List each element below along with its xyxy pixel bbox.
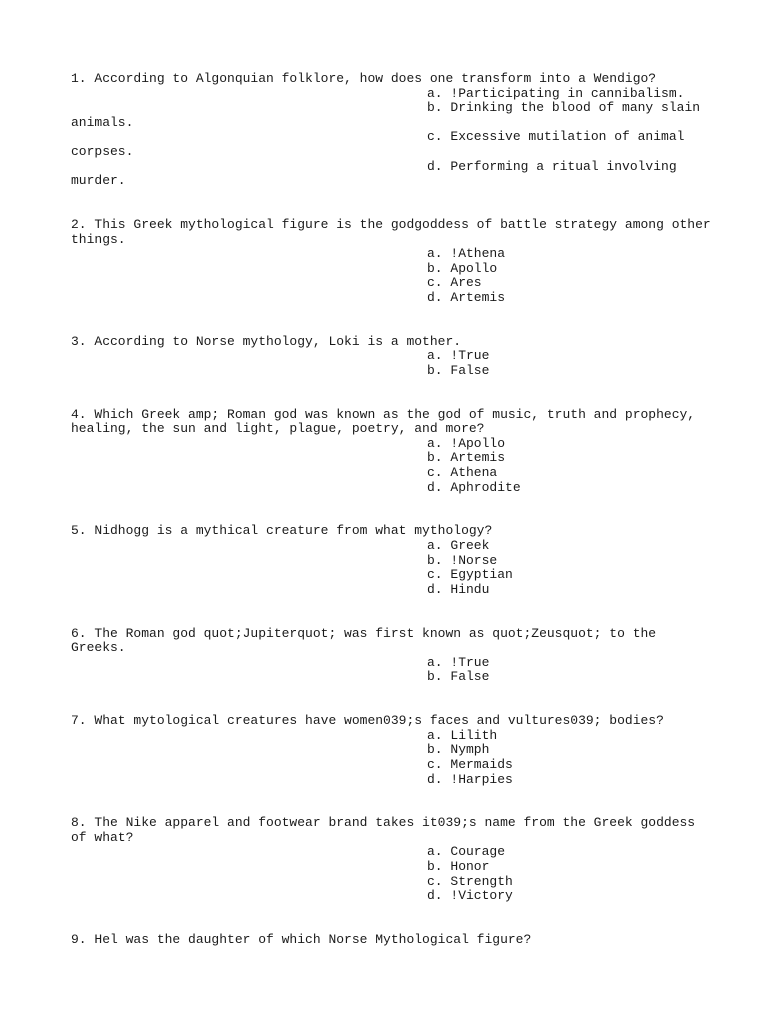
answer-options	[71, 247, 711, 305]
answer-option: b. Honor	[427, 859, 490, 875]
answer-option: d. Artemis	[427, 289, 506, 305]
answer-option: c. Athena	[427, 465, 498, 481]
question-block	[71, 408, 711, 496]
answer-option: c. Mermaids	[427, 756, 513, 772]
question-block	[71, 627, 711, 685]
answer-option: d. !Victory	[427, 888, 513, 904]
question-text: 8. The Nike apparel and footwear brand takes it039;s name from the Greek goddess of what?	[71, 815, 696, 845]
answer-option: d. Aphrodite	[427, 479, 521, 495]
question-text: 5. Nidhogg is a mythical creature from what mythology?	[71, 523, 493, 539]
answer-option: a. Lilith	[427, 727, 498, 743]
question-block	[71, 218, 711, 306]
answer-option: b. Drinking the blood of many slain animals.	[71, 100, 701, 130]
question-text: 3. According to Norse mythology, Loki is a mother.	[71, 333, 462, 349]
question-text: 7. What mytological creatures have women039;s faces and vultures039; bodies?	[71, 713, 664, 729]
answer-options	[71, 87, 711, 189]
answer-option: b. False	[427, 669, 490, 685]
answer-option: a. Greek	[427, 538, 490, 553]
answer-options	[71, 349, 711, 378]
answer-option: c. Excessive mutilation of animal corpses.	[71, 129, 685, 159]
answer-options	[71, 845, 711, 903]
question-block	[71, 714, 711, 787]
answer-option: d. Hindu	[427, 581, 490, 597]
answer-option: a. !True	[427, 654, 490, 670]
answer-option: c. Egyptian	[427, 567, 513, 583]
answer-option: b. Artemis	[427, 450, 506, 466]
answer-option: a. !Participating in cannibalism.	[427, 85, 685, 101]
question-block	[71, 335, 711, 379]
answer-option: d. Performing a ritual involving murder.	[71, 158, 677, 189]
answer-option: a. Courage	[427, 844, 506, 860]
answer-option: b. !Norse	[427, 552, 498, 568]
question-text: 6. The Roman god quot;Jupiterquot; was first known as quot;Zeusquot; to the Greeks.	[71, 625, 657, 656]
answer-option: b. Nymph	[427, 742, 490, 758]
quiz-document	[71, 72, 711, 977]
answer-option: b. False	[427, 362, 490, 378]
question-block	[71, 524, 711, 597]
answer-options	[71, 656, 711, 685]
question-text: 1. According to Algonquian folklore, how does one transform into a Wendigo?	[71, 71, 657, 86]
question-text: 4. Which Greek amp; Roman god was known as the god of music, truth and prophecy, healing, the sun and light, plague, poetry, and more?	[71, 406, 696, 437]
question-block	[71, 933, 711, 948]
answer-option: a. !Apollo	[427, 435, 506, 451]
answer-option: a. !Athena	[427, 246, 506, 262]
answer-options	[71, 539, 711, 597]
answer-options	[71, 729, 711, 787]
answer-option: c. Ares	[427, 275, 482, 291]
answer-options	[71, 437, 711, 495]
answer-option: d. !Harpies	[427, 771, 513, 787]
question-text: 2. This Greek mythological figure is the godgoddess of battle strategy among other things.	[71, 216, 711, 247]
question-block	[71, 72, 711, 189]
answer-option: b. Apollo	[427, 260, 498, 276]
answer-option: c. Strength	[427, 873, 513, 889]
question-text: 9. Hel was the daughter of which Norse Mythological figure?	[71, 932, 532, 948]
question-block	[71, 816, 711, 904]
answer-option: a. !True	[427, 348, 490, 364]
